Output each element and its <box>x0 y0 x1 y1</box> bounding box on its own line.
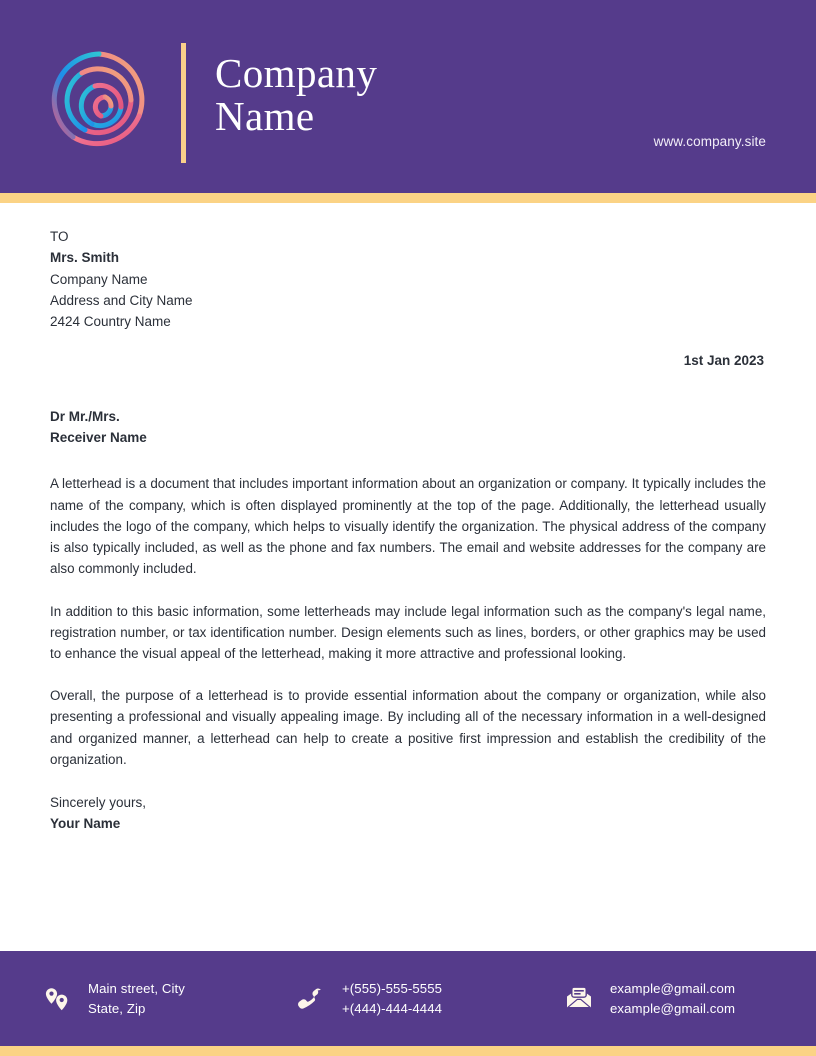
map-pin-icon <box>40 982 74 1016</box>
salutation-line1: Dr Mr./Mrs. <box>50 409 120 425</box>
recipient-country: 2424 Country Name <box>50 314 171 330</box>
page-header <box>0 0 816 193</box>
recipient-company: Company Name <box>50 271 148 287</box>
company-name-line1: Company <box>215 50 378 96</box>
phone-icon <box>294 982 328 1016</box>
footer-gold-strip <box>0 1046 816 1056</box>
to-label: TO <box>50 229 69 244</box>
recipient-name: Mrs. Smith <box>50 250 120 266</box>
footer-email-text <box>610 979 735 1019</box>
footer-phone-text <box>342 979 442 1019</box>
closing-text: Sincerely yours, <box>50 794 147 810</box>
footer-location-line1: Main street, City <box>88 980 185 996</box>
letter-date: 1st Jan 2023 <box>683 353 764 369</box>
recipient-block <box>50 193 766 332</box>
footer-phone <box>294 979 562 1019</box>
salutation <box>50 406 766 448</box>
footer-phone-line2: +(444)-444-4444 <box>342 1000 443 1016</box>
letter-paragraph: In addition to this basic information, some letterheads may include legal information such as the company's legal name, registration number, or tax identification number. Design elements such as lines, borders, or other graphics may be used to enhance the visual appeal of the letterhead, making it more attractive and professional looking. <box>50 603 766 661</box>
header-website[interactable]: www.company.site <box>653 134 766 149</box>
company-name <box>215 52 535 138</box>
salutation-line2: Receiver Name <box>50 430 147 446</box>
header-divider-rule <box>181 43 186 163</box>
company-name-line2: Name <box>215 93 315 139</box>
sender-name: Your Name <box>50 815 121 831</box>
letter-paragraph: A letterhead is a document that includes important information about an organization or company. It typically includes the name of the company, which is often displayed prominently at the top of the page. Additionally, the letterhead usually includes the logo of the company, which helps to visually identify the organization. The physical address of the company is also typically included, as well as the phone and fax numbers. The email and website addresses for the company are also commonly included. <box>50 476 766 577</box>
page-footer <box>0 951 816 1046</box>
signoff-block <box>50 792 766 834</box>
letter-body <box>0 193 816 951</box>
envelope-icon <box>562 982 596 1016</box>
letter-paragraphs <box>50 473 766 769</box>
footer-email <box>562 979 812 1019</box>
footer-email-line2[interactable]: example@gmail.com <box>610 1000 736 1016</box>
footer-location-line2: State, Zip <box>88 1000 146 1016</box>
spiral-logo-icon <box>47 44 159 159</box>
letter-paragraph: Overall, the purpose of a letterhead is to provide essential information about the company or organization, while also presenting a professional and visually appealing image. By including all of the necessary information in a well-designed and organized manner, a letterhead can help to create a positive first impression and establish the credibility of the organization. <box>50 688 766 767</box>
footer-location <box>40 979 288 1019</box>
footer-phone-line1: +(555)-555-5555 <box>342 980 443 996</box>
recipient-address: Address and City Name <box>50 292 193 308</box>
footer-location-text <box>88 979 185 1019</box>
footer-email-line1[interactable]: example@gmail.com <box>610 980 736 996</box>
